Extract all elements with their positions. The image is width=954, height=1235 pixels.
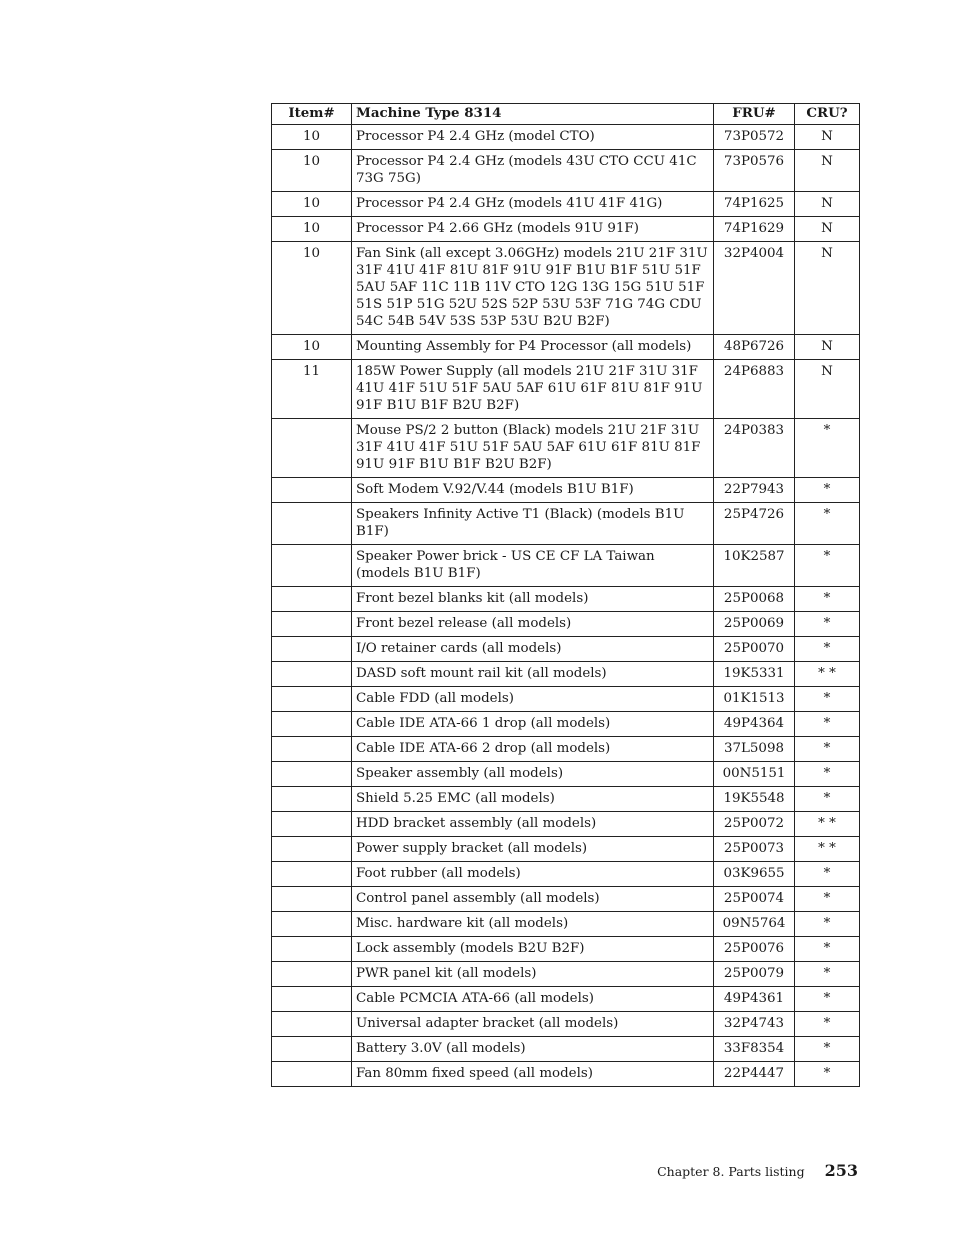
cru-cell: * xyxy=(795,712,860,737)
cru-cell: * xyxy=(795,962,860,987)
cru-cell: * xyxy=(795,887,860,912)
fru-cell: 25P4726 xyxy=(714,503,795,545)
table-row xyxy=(272,192,860,217)
fru-cell: 01K1513 xyxy=(714,687,795,712)
cru-cell: * xyxy=(795,862,860,887)
cru-cell: N xyxy=(795,192,860,217)
description-cell: Speaker assembly (all models) xyxy=(352,762,714,787)
item-cell xyxy=(272,1012,352,1037)
cru-cell: * xyxy=(795,612,860,637)
cru-cell: * xyxy=(795,587,860,612)
page-footer xyxy=(657,1161,858,1180)
cru-cell: N xyxy=(795,217,860,242)
item-cell xyxy=(272,937,352,962)
fru-cell: 25P0073 xyxy=(714,837,795,862)
description-cell: Cable PCMCIA ATA-66 (all models) xyxy=(352,987,714,1012)
cru-cell: N xyxy=(795,335,860,360)
description-cell: Power supply bracket (all models) xyxy=(352,837,714,862)
description-cell: Foot rubber (all models) xyxy=(352,862,714,887)
description-cell: HDD bracket assembly (all models) xyxy=(352,812,714,837)
item-cell xyxy=(272,419,352,478)
description-cell: PWR panel kit (all models) xyxy=(352,962,714,987)
fru-cell: 19K5331 xyxy=(714,662,795,687)
table-row xyxy=(272,862,860,887)
description-cell: Universal adapter bracket (all models) xyxy=(352,1012,714,1037)
table-row xyxy=(272,662,860,687)
item-cell xyxy=(272,637,352,662)
table-row xyxy=(272,587,860,612)
fru-cell: 24P6883 xyxy=(714,360,795,419)
description-cell: Cable FDD (all models) xyxy=(352,687,714,712)
item-cell: 10 xyxy=(272,192,352,217)
table-row xyxy=(272,1062,860,1087)
item-cell: 10 xyxy=(272,217,352,242)
page-number: 253 xyxy=(824,1161,858,1180)
cru-cell: N xyxy=(795,125,860,150)
table-row xyxy=(272,360,860,419)
fru-cell: 74P1629 xyxy=(714,217,795,242)
item-cell xyxy=(272,1037,352,1062)
item-cell xyxy=(272,545,352,587)
description-cell: Lock assembly (models B2U B2F) xyxy=(352,937,714,962)
cru-cell: * xyxy=(795,545,860,587)
item-cell xyxy=(272,612,352,637)
description-cell: Mouse PS/2 2 button (Black) models 21U 21F 31U 31F 41U 41F 51U 51F 5AU 5AF 61U 61F 81U 81F 91U 91F B1U B1F B2U B2F) xyxy=(352,419,714,478)
fru-cell: 22P4447 xyxy=(714,1062,795,1087)
fru-cell: 10K2587 xyxy=(714,545,795,587)
footer-chapter: Chapter 8. Parts listing xyxy=(657,1164,805,1179)
cru-cell: * xyxy=(795,637,860,662)
fru-cell: 37L5098 xyxy=(714,737,795,762)
description-cell: Processor P4 2.4 GHz (models 43U CTO CCU 41C 73G 75G) xyxy=(352,150,714,192)
cru-cell: * xyxy=(795,762,860,787)
cru-cell: * xyxy=(795,987,860,1012)
description-cell: Fan 80mm fixed speed (all models) xyxy=(352,1062,714,1087)
fru-cell: 09N5764 xyxy=(714,912,795,937)
table-row xyxy=(272,503,860,545)
fru-cell: 74P1625 xyxy=(714,192,795,217)
fru-cell: 25P0069 xyxy=(714,612,795,637)
item-cell xyxy=(272,862,352,887)
cru-cell: * xyxy=(795,737,860,762)
table-row xyxy=(272,1037,860,1062)
table-row xyxy=(272,912,860,937)
fru-cell: 49P4361 xyxy=(714,987,795,1012)
table-row xyxy=(272,687,860,712)
table-row xyxy=(272,737,860,762)
item-cell xyxy=(272,912,352,937)
cru-cell: * xyxy=(795,912,860,937)
table-body xyxy=(272,125,860,1087)
parts-table xyxy=(271,103,860,1087)
description-cell: 185W Power Supply (all models 21U 21F 31U 31F 41U 41F 51U 51F 5AU 5AF 61U 61F 81U 81F 91U 91F B1U B1F B2U B2F) xyxy=(352,360,714,419)
item-cell: 10 xyxy=(272,150,352,192)
table-row xyxy=(272,837,860,862)
item-cell xyxy=(272,762,352,787)
fru-cell: 73P0576 xyxy=(714,150,795,192)
table-row xyxy=(272,987,860,1012)
header-fru: FRU# xyxy=(714,104,795,125)
table-row xyxy=(272,787,860,812)
fru-cell: 49P4364 xyxy=(714,712,795,737)
table-row xyxy=(272,762,860,787)
table-row xyxy=(272,887,860,912)
cru-cell: * xyxy=(795,478,860,503)
description-cell: Processor P4 2.66 GHz (models 91U 91F) xyxy=(352,217,714,242)
item-cell xyxy=(272,712,352,737)
fru-cell: 32P4743 xyxy=(714,1012,795,1037)
cru-cell: * xyxy=(795,503,860,545)
description-cell: Cable IDE ATA-66 1 drop (all models) xyxy=(352,712,714,737)
description-cell: Processor P4 2.4 GHz (models 41U 41F 41G) xyxy=(352,192,714,217)
fru-cell: 25P0079 xyxy=(714,962,795,987)
table-row xyxy=(272,150,860,192)
cru-cell: * xyxy=(795,419,860,478)
description-cell: Front bezel release (all models) xyxy=(352,612,714,637)
table-row xyxy=(272,335,860,360)
fru-cell: 33F8354 xyxy=(714,1037,795,1062)
table-row xyxy=(272,545,860,587)
fru-cell: 25P0072 xyxy=(714,812,795,837)
fru-cell: 22P7943 xyxy=(714,478,795,503)
cru-cell: * * xyxy=(795,837,860,862)
table-row xyxy=(272,125,860,150)
fru-cell: 32P4004 xyxy=(714,242,795,335)
item-cell xyxy=(272,887,352,912)
description-cell: Battery 3.0V (all models) xyxy=(352,1037,714,1062)
item-cell xyxy=(272,837,352,862)
description-cell: Soft Modem V.92/V.44 (models B1U B1F) xyxy=(352,478,714,503)
table-row xyxy=(272,1012,860,1037)
item-cell xyxy=(272,478,352,503)
item-cell: 10 xyxy=(272,242,352,335)
cru-cell: * xyxy=(795,1012,860,1037)
fru-cell: 25P0068 xyxy=(714,587,795,612)
table-header-row xyxy=(272,104,860,125)
fru-cell: 24P0383 xyxy=(714,419,795,478)
description-cell: Misc. hardware kit (all models) xyxy=(352,912,714,937)
table-row xyxy=(272,937,860,962)
cru-cell: N xyxy=(795,150,860,192)
description-cell: I/O retainer cards (all models) xyxy=(352,637,714,662)
fru-cell: 00N5151 xyxy=(714,762,795,787)
table-row xyxy=(272,637,860,662)
cru-cell: * xyxy=(795,937,860,962)
fru-cell: 25P0076 xyxy=(714,937,795,962)
item-cell xyxy=(272,812,352,837)
cru-cell: * * xyxy=(795,662,860,687)
table-row xyxy=(272,217,860,242)
fru-cell: 73P0572 xyxy=(714,125,795,150)
fru-cell: 48P6726 xyxy=(714,335,795,360)
item-cell xyxy=(272,737,352,762)
fru-cell: 25P0074 xyxy=(714,887,795,912)
item-cell: 10 xyxy=(272,125,352,150)
cru-cell: N xyxy=(795,242,860,335)
item-cell xyxy=(272,1062,352,1087)
description-cell: Cable IDE ATA-66 2 drop (all models) xyxy=(352,737,714,762)
header-cru: CRU? xyxy=(795,104,860,125)
cru-cell: * xyxy=(795,1062,860,1087)
table-row xyxy=(272,712,860,737)
description-cell: Mounting Assembly for P4 Processor (all models) xyxy=(352,335,714,360)
table-row xyxy=(272,612,860,637)
table-row xyxy=(272,962,860,987)
fru-cell: 19K5548 xyxy=(714,787,795,812)
table-row xyxy=(272,419,860,478)
description-cell: Speakers Infinity Active T1 (Black) (models B1U B1F) xyxy=(352,503,714,545)
header-machine-type: Machine Type 8314 xyxy=(352,104,714,125)
description-cell: Shield 5.25 EMC (all models) xyxy=(352,787,714,812)
table-row xyxy=(272,478,860,503)
item-cell xyxy=(272,687,352,712)
description-cell: DASD soft mount rail kit (all models) xyxy=(352,662,714,687)
description-cell: Fan Sink (all except 3.06GHz) models 21U 21F 31U 31F 41U 41F 81U 81F 91U 91F B1U B1F 51U 51F 5AU 5AF 11C 11B 11V CTO 12G 13G 15G 51U 51F 51S 51P 51G 52U 52S 52P 53U 53F 71G 74G CDU 54C 54B 54V 53S 53P 53U B2U B2F) xyxy=(352,242,714,335)
cru-cell: * xyxy=(795,687,860,712)
table-row xyxy=(272,242,860,335)
item-cell xyxy=(272,962,352,987)
fru-cell: 25P0070 xyxy=(714,637,795,662)
header-item: Item# xyxy=(272,104,352,125)
cru-cell: * * xyxy=(795,812,860,837)
description-cell: Speaker Power brick - US CE CF LA Taiwan (models B1U B1F) xyxy=(352,545,714,587)
item-cell: 10 xyxy=(272,335,352,360)
description-cell: Front bezel blanks kit (all models) xyxy=(352,587,714,612)
fru-cell: 03K9655 xyxy=(714,862,795,887)
item-cell xyxy=(272,503,352,545)
item-cell xyxy=(272,587,352,612)
cru-cell: N xyxy=(795,360,860,419)
description-cell: Control panel assembly (all models) xyxy=(352,887,714,912)
item-cell xyxy=(272,787,352,812)
item-cell: 11 xyxy=(272,360,352,419)
item-cell xyxy=(272,662,352,687)
item-cell xyxy=(272,987,352,1012)
table-row xyxy=(272,812,860,837)
description-cell: Processor P4 2.4 GHz (model CTO) xyxy=(352,125,714,150)
cru-cell: * xyxy=(795,1037,860,1062)
cru-cell: * xyxy=(795,787,860,812)
